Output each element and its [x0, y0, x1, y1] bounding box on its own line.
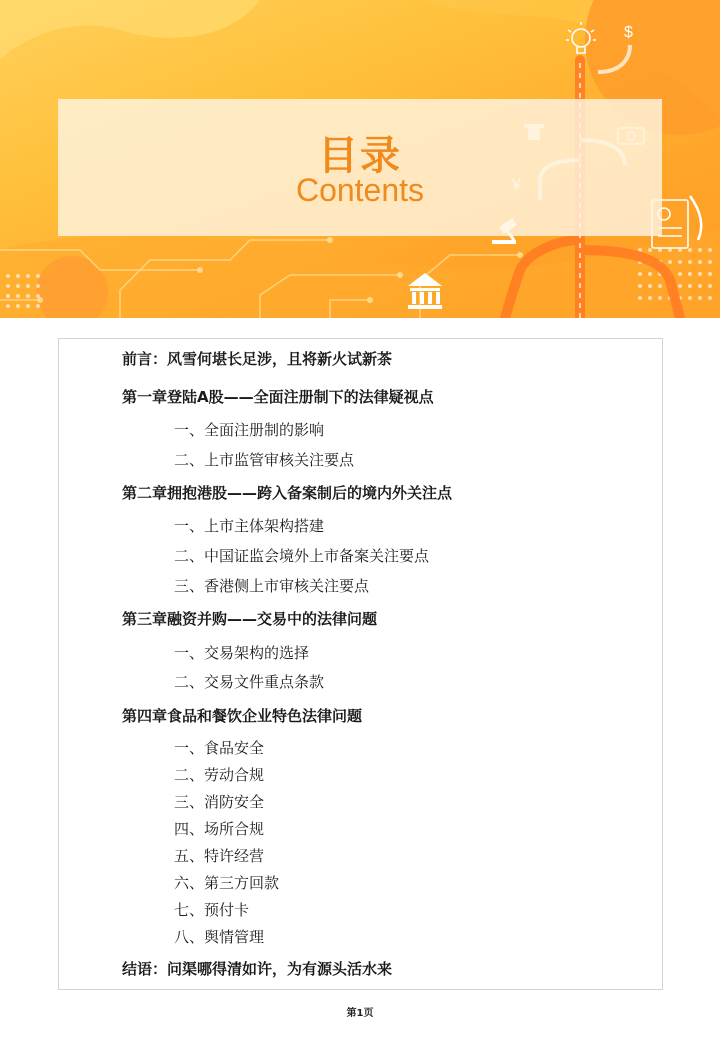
toc-entry-section[interactable]: 四、场所合规: [174, 820, 265, 838]
toc-entry-section[interactable]: 二、交易文件重点条款: [174, 673, 325, 691]
toc-entry-section[interactable]: 八、舆情管理: [174, 928, 265, 946]
toc-entry-section[interactable]: 一、上市主体架构搭建: [174, 517, 325, 535]
toc-entry-section[interactable]: 三、消防安全: [174, 793, 265, 811]
page-subtitle: Contents: [295, 172, 425, 208]
toc-entry-section[interactable]: 一、交易架构的选择: [174, 644, 310, 662]
toc-entry-chapter-2[interactable]: 第二章拥抱港股——跨入备案制后的境内外关注点: [122, 484, 453, 502]
toc-entry-section[interactable]: 五、特许经营: [174, 847, 265, 865]
toc-entry-section[interactable]: 一、食品安全: [174, 739, 265, 757]
table-of-contents: [58, 338, 663, 990]
page-title: 目录: [318, 133, 402, 179]
toc-entry-section[interactable]: 六、第三方回款: [174, 874, 280, 892]
page-number: 第1页: [346, 1008, 374, 1019]
toc-entry-chapter-3[interactable]: 第三章融资并购——交易中的法律问题: [122, 610, 378, 628]
toc-entry-chapter-1[interactable]: 第一章登陆A股——全面注册制下的法律疑视点: [122, 388, 434, 406]
toc-entry-section[interactable]: 一、全面注册制的影响: [174, 421, 325, 439]
toc-entry-chapter-4[interactable]: 第四章食品和餐饮企业特色法律问题: [122, 707, 363, 725]
toc-entry-section[interactable]: 二、劳动合规: [174, 766, 265, 784]
dollar-icon: $: [624, 24, 633, 41]
toc-entry-section[interactable]: 二、中国证监会境外上市备案关注要点: [174, 547, 430, 565]
toc-entry-section[interactable]: 二、上市监管审核关注要点: [174, 451, 355, 469]
cover-banner: [0, 0, 720, 318]
toc-entry-preface[interactable]: 前言：风雪何堪长足涉，且将新火试新茶: [122, 350, 393, 368]
toc-entry-section[interactable]: 三、香港侧上市审核关注要点: [174, 577, 370, 595]
toc-entry-section[interactable]: 七、预付卡: [174, 901, 250, 919]
toc-entry-conclusion[interactable]: 结语：问渠哪得清如许，为有源头活水来: [122, 960, 393, 978]
